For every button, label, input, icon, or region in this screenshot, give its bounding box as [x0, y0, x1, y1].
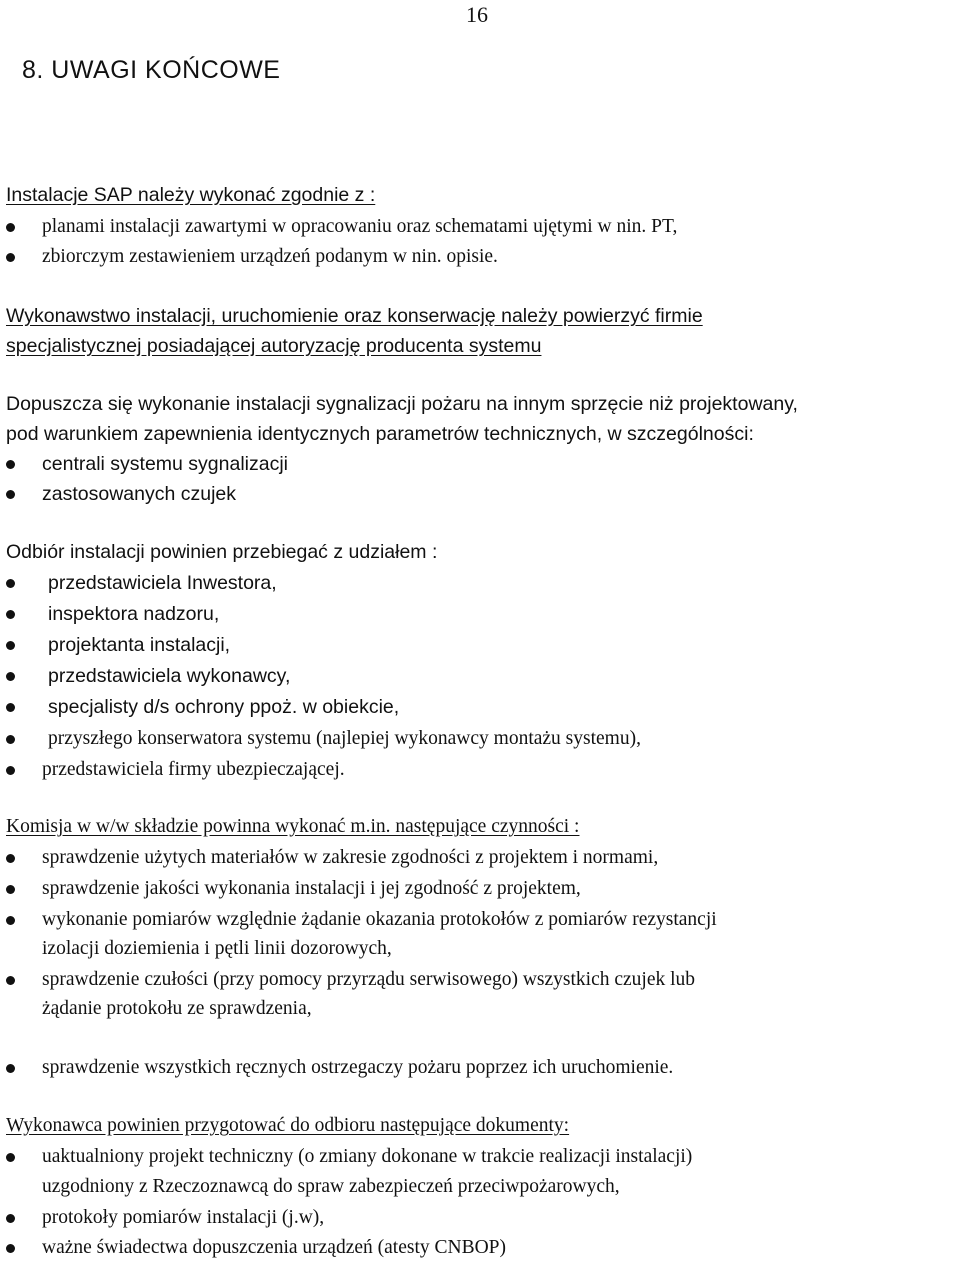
bullet-icon [6, 641, 15, 650]
bullet-icon [6, 916, 15, 925]
s2-line1: Wykonawstwo instalacji, uruchomienie oraz konserwację należy powierzyć firmie [6, 305, 703, 327]
bullet-icon [6, 672, 15, 681]
page-number: 16 [466, 2, 488, 27]
bullet-icon [6, 490, 15, 499]
bullet-icon [6, 579, 15, 588]
bullet-icon [6, 610, 15, 619]
bullet-icon [6, 1214, 15, 1223]
bullet-icon [6, 1244, 15, 1253]
s1-heading: Instalacje SAP należy wykonać zgodnie z : [6, 184, 376, 206]
s6-heading: Wykonawca powinien przygotować do odbioru następujące dokumenty: [6, 1115, 570, 1136]
bullet-icon [6, 854, 15, 863]
bullet-icon [6, 1153, 15, 1162]
s3-line1: Dopuszcza się wykonanie instalacji sygnalizacji pożaru na innym sprzęcie niż projektowany, [6, 393, 798, 415]
bullet-icon [6, 1064, 15, 1073]
bullet-icon [6, 735, 15, 744]
bullet-icon [6, 223, 15, 232]
bullet-icon [6, 976, 15, 985]
bullet-icon [6, 703, 15, 712]
s5-heading: Komisja w w/w składzie powinna wykonać m.in. następujące czynności : [6, 816, 580, 837]
section-title: 8. UWAGI KOŃCOWE [22, 56, 281, 84]
bullet-icon [6, 766, 15, 775]
bullet-icon [6, 885, 15, 894]
s3-line2: pod warunkiem zapewnienia identycznych parametrów technicznych, w szczególności: [6, 423, 754, 445]
bullet-icon [6, 253, 15, 262]
s4-heading: Odbiór instalacji powinien przebiegać z udziałem : [6, 541, 438, 563]
bullet-icon [6, 460, 15, 469]
s2-line2: specjalistycznej posiadającej autoryzację producenta systemu [6, 335, 542, 357]
